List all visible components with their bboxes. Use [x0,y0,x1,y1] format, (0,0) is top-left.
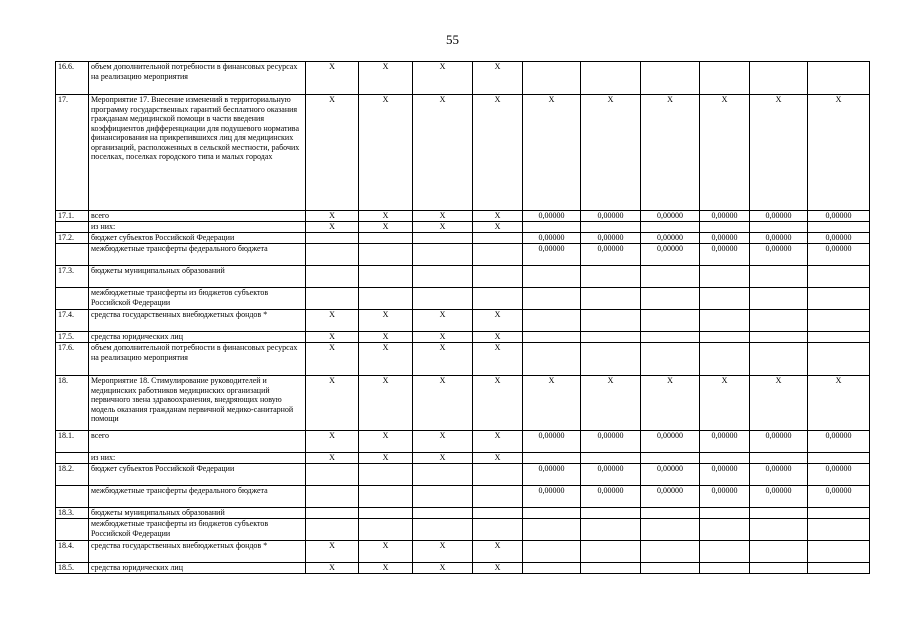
x-cell [359,233,413,244]
x-cell [413,288,473,310]
row-number [56,519,89,541]
x-cell: X [413,95,473,211]
value-cell [750,541,808,563]
x-cell: X [306,222,359,233]
x-cell: X [359,453,413,464]
x-cell: X [413,211,473,222]
value-cell [641,519,700,541]
value-cell [750,563,808,574]
value-cell [750,453,808,464]
value-cell [808,343,870,376]
row-number: 17.5. [56,332,89,343]
row-description: бюджет субъектов Российской Федерации [89,464,306,486]
x-cell: X [359,541,413,563]
table-row [56,508,870,519]
row-description: Мероприятие 17. Внесение изменений в территориальную программу государственных гарантий бесплатного оказания гражданам медицинской помощи в части введения коэффициентов дифференциации для подушевого норматива финансирования на прикрепившихся лиц для медицинских организаций, расположенных в сельской местности, рабочих поселках, поселках городского типа и малых городах [89,95,306,211]
row-description: всего [89,211,306,222]
value-cell [700,508,750,519]
row-description: межбюджетные трансферты из бюджетов субъектов Российской Федерации [89,288,306,310]
value-cell [581,266,641,288]
row-number: 18.2. [56,464,89,486]
value-cell [808,62,870,95]
value-cell [581,310,641,332]
value-cell: 0,00000 [523,431,581,453]
value-cell: 0,00000 [750,211,808,222]
row-number [56,244,89,266]
value-cell [750,266,808,288]
x-cell [413,486,473,508]
table-row [56,310,870,332]
x-cell: X [473,541,523,563]
x-cell: X [306,332,359,343]
value-cell: 0,00000 [641,464,700,486]
row-description: средства юридических лиц [89,563,306,574]
value-cell [750,310,808,332]
value-cell: X [581,376,641,431]
row-description: Мероприятие 18. Стимулирование руководителей и медицинских работников медицинских организаций первичного звена здравоохранения, внедряющих новую модель оказания гражданам первичной медико-санитарной помощи [89,376,306,431]
value-cell [523,563,581,574]
x-cell [359,508,413,519]
value-cell: 0,00000 [641,486,700,508]
value-cell: 0,00000 [808,486,870,508]
x-cell [413,508,473,519]
table-row [56,222,870,233]
value-cell: X [808,376,870,431]
x-cell: X [359,431,413,453]
value-cell [750,508,808,519]
value-cell [700,222,750,233]
value-cell [808,310,870,332]
x-cell: X [413,376,473,431]
row-number: 18. [56,376,89,431]
x-cell: X [473,376,523,431]
value-cell [523,453,581,464]
value-cell [700,288,750,310]
x-cell: X [306,541,359,563]
table-row [56,233,870,244]
x-cell: X [306,95,359,211]
x-cell [473,519,523,541]
value-cell [808,508,870,519]
value-cell [750,62,808,95]
row-description: межбюджетные трансферты федерального бюджета [89,244,306,266]
value-cell: 0,00000 [641,244,700,266]
table-row [56,211,870,222]
x-cell: X [413,431,473,453]
x-cell [306,464,359,486]
x-cell: X [359,343,413,376]
value-cell: 0,00000 [700,233,750,244]
value-cell [581,332,641,343]
x-cell [359,519,413,541]
x-cell: X [359,563,413,574]
value-cell [700,266,750,288]
value-cell: X [700,95,750,211]
table-row [56,376,870,431]
x-cell: X [413,222,473,233]
row-number: 17.2. [56,233,89,244]
table-row [56,95,870,211]
value-cell: 0,00000 [641,211,700,222]
value-cell [641,62,700,95]
value-cell: X [750,95,808,211]
value-cell: 0,00000 [523,244,581,266]
value-cell: 0,00000 [523,211,581,222]
value-cell: 0,00000 [581,233,641,244]
x-cell [473,464,523,486]
value-cell [641,508,700,519]
value-cell [581,222,641,233]
x-cell [359,244,413,266]
value-cell [641,343,700,376]
row-description: средства юридических лиц [89,332,306,343]
x-cell: X [359,222,413,233]
value-cell: X [700,376,750,431]
x-cell: X [359,376,413,431]
value-cell: 0,00000 [808,233,870,244]
row-description: объем дополнительной потребности в финансовых ресурсах на реализацию мероприятия [89,343,306,376]
value-cell [523,343,581,376]
x-cell: X [306,376,359,431]
row-number: 18.4. [56,541,89,563]
value-cell [523,541,581,563]
x-cell [413,233,473,244]
value-cell [523,62,581,95]
row-number: 17. [56,95,89,211]
row-number [56,486,89,508]
x-cell: X [473,343,523,376]
value-cell [523,508,581,519]
value-cell: 0,00000 [700,244,750,266]
value-cell: 0,00000 [523,464,581,486]
value-cell: 0,00000 [641,431,700,453]
x-cell: X [473,222,523,233]
row-description: средства государственных внебюджетных фондов * [89,310,306,332]
table-row [56,563,870,574]
x-cell: X [413,453,473,464]
value-cell [641,453,700,464]
value-cell [808,563,870,574]
value-cell [700,519,750,541]
value-cell [641,563,700,574]
x-cell: X [473,62,523,95]
row-number: 16.6. [56,62,89,95]
value-cell: 0,00000 [581,486,641,508]
x-cell: X [359,211,413,222]
row-description: всего [89,431,306,453]
table-row [56,332,870,343]
x-cell [306,266,359,288]
x-cell: X [473,453,523,464]
value-cell [523,222,581,233]
x-cell [473,508,523,519]
value-cell [750,343,808,376]
value-cell [581,541,641,563]
table-row [56,244,870,266]
row-number: 17.6. [56,343,89,376]
table-row [56,343,870,376]
x-cell [306,244,359,266]
x-cell: X [473,310,523,332]
x-cell: X [306,453,359,464]
value-cell [808,453,870,464]
x-cell [473,244,523,266]
value-cell [700,541,750,563]
value-cell: 0,00000 [523,486,581,508]
value-cell: 0,00000 [750,431,808,453]
x-cell: X [413,563,473,574]
x-cell [473,486,523,508]
row-number: 18.3. [56,508,89,519]
value-cell [700,310,750,332]
value-cell [700,62,750,95]
x-cell [306,486,359,508]
row-description: межбюджетные трансферты федерального бюджета [89,486,306,508]
value-cell: X [641,95,700,211]
value-cell: 0,00000 [750,233,808,244]
value-cell [700,332,750,343]
value-cell [581,563,641,574]
x-cell [306,233,359,244]
x-cell: X [359,62,413,95]
x-cell [413,519,473,541]
value-cell [641,310,700,332]
value-cell: 0,00000 [581,431,641,453]
table-row [56,519,870,541]
row-description: объем дополнительной потребности в финансовых ресурсах на реализацию мероприятия [89,62,306,95]
table-row [56,266,870,288]
x-cell [359,266,413,288]
value-cell: 0,00000 [700,211,750,222]
value-cell [581,508,641,519]
x-cell [359,288,413,310]
value-cell [808,519,870,541]
value-cell: 0,00000 [581,244,641,266]
value-cell: 0,00000 [523,233,581,244]
value-cell: 0,00000 [750,244,808,266]
value-cell [700,563,750,574]
row-number: 17.3. [56,266,89,288]
value-cell [641,266,700,288]
row-description: бюджеты муниципальных образований [89,266,306,288]
value-cell: 0,00000 [700,486,750,508]
value-cell [581,453,641,464]
value-cell: 0,00000 [750,464,808,486]
x-cell: X [473,211,523,222]
value-cell [750,519,808,541]
value-cell: X [750,376,808,431]
x-cell: X [306,431,359,453]
value-cell [750,222,808,233]
value-cell [750,332,808,343]
x-cell: X [473,563,523,574]
row-number [56,222,89,233]
value-cell [808,222,870,233]
value-cell: 0,00000 [808,464,870,486]
value-cell: 0,00000 [808,431,870,453]
value-cell [581,519,641,541]
table-row [56,431,870,453]
row-number [56,453,89,464]
row-number: 18.1. [56,431,89,453]
x-cell [306,288,359,310]
table-row [56,453,870,464]
x-cell [413,464,473,486]
x-cell: X [359,95,413,211]
row-number: 18.5. [56,563,89,574]
table-row [56,62,870,95]
row-description: межбюджетные трансферты из бюджетов субъектов Российской Федерации [89,519,306,541]
x-cell: X [306,310,359,332]
value-cell [700,343,750,376]
value-cell [581,288,641,310]
value-cell [523,266,581,288]
x-cell [413,266,473,288]
value-cell [641,222,700,233]
value-cell [523,288,581,310]
x-cell: X [413,332,473,343]
value-cell: 0,00000 [641,233,700,244]
value-cell: 0,00000 [808,244,870,266]
x-cell [473,266,523,288]
row-description: бюджеты муниципальных образований [89,508,306,519]
x-cell [473,288,523,310]
value-cell: 0,00000 [700,464,750,486]
table-row [56,288,870,310]
x-cell: X [306,343,359,376]
x-cell: X [473,95,523,211]
value-cell [808,266,870,288]
value-cell: 0,00000 [581,464,641,486]
value-cell: X [808,95,870,211]
value-cell [641,288,700,310]
x-cell: X [473,332,523,343]
value-cell [581,343,641,376]
row-number: 17.4. [56,310,89,332]
x-cell: X [413,310,473,332]
x-cell [359,464,413,486]
value-cell: 0,00000 [700,431,750,453]
value-cell [523,310,581,332]
table-row [56,464,870,486]
x-cell [306,508,359,519]
value-cell [808,288,870,310]
value-cell [523,332,581,343]
value-cell: 0,00000 [581,211,641,222]
value-cell: X [523,376,581,431]
value-cell: X [523,95,581,211]
value-cell: X [581,95,641,211]
x-cell [306,519,359,541]
value-cell [808,541,870,563]
value-cell [750,288,808,310]
row-number: 17.1. [56,211,89,222]
budget-table [55,61,870,574]
x-cell: X [359,332,413,343]
x-cell [359,486,413,508]
x-cell [473,233,523,244]
x-cell: X [473,431,523,453]
x-cell: X [413,343,473,376]
value-cell [700,453,750,464]
row-description: из них: [89,453,306,464]
row-number [56,288,89,310]
value-cell [808,332,870,343]
value-cell: X [641,376,700,431]
x-cell: X [306,211,359,222]
value-cell [641,332,700,343]
value-cell [523,519,581,541]
value-cell: 0,00000 [750,486,808,508]
page-number: 55 [446,32,459,47]
row-description: средства государственных внебюджетных фондов * [89,541,306,563]
row-description: бюджет субъектов Российской Федерации [89,233,306,244]
x-cell [413,244,473,266]
value-cell: 0,00000 [808,211,870,222]
table-row [56,486,870,508]
table-row [56,541,870,563]
x-cell: X [413,541,473,563]
x-cell: X [306,563,359,574]
value-cell [641,541,700,563]
row-description: из них: [89,222,306,233]
x-cell: X [359,310,413,332]
x-cell: X [306,62,359,95]
x-cell: X [413,62,473,95]
value-cell [581,62,641,95]
